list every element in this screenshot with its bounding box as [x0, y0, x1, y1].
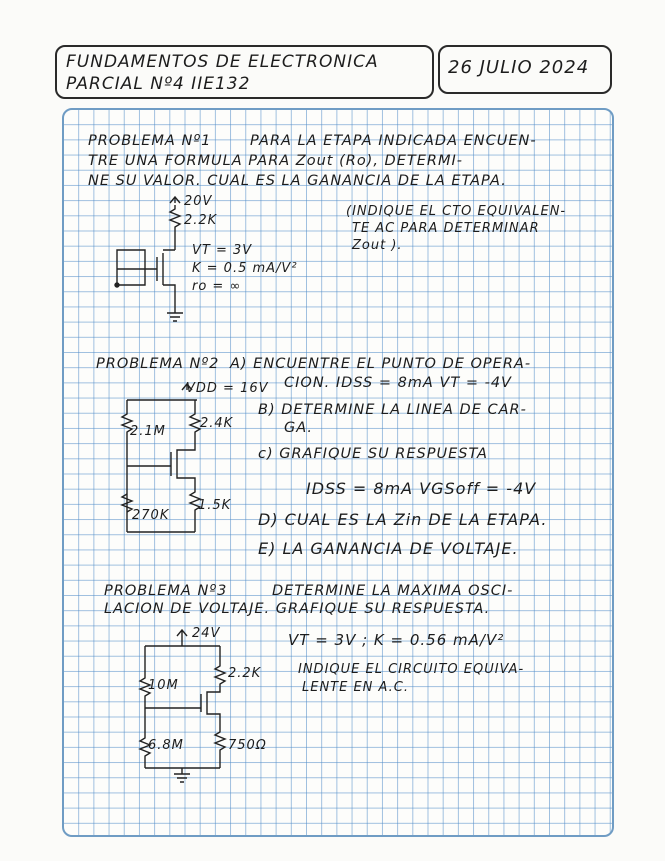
- problem1-note-line3: Zout ).: [352, 238, 403, 253]
- problem2-item-a2: CION. IDSS = 8mA VT = -4V: [284, 375, 512, 391]
- exam-date: 26 JULIO 2024: [448, 57, 590, 78]
- problem1-note-line1: (INDIQUE EL CTO EQUIVALEN-: [346, 204, 567, 219]
- problem2-item-a: A) ENCUENTRE EL PUNTO DE OPERA-: [230, 356, 532, 372]
- problem3-note-line1: INDIQUE EL CIRCUITO EQUIVA-: [298, 662, 525, 677]
- problem3-r-bottom-right: 750Ω: [228, 738, 267, 753]
- problem3-heading: PROBLEMA Nº3: [104, 583, 228, 599]
- problem1-k-label: K = 0.5 mA/V²: [192, 261, 298, 276]
- problem2-item-c: c) GRAFIQUE SU RESPUESTA: [258, 446, 488, 462]
- problem2-item-b2: GA.: [284, 420, 314, 436]
- problem3-line2: LACION DE VOLTAJE. GRAFIQUE SU RESPUESTA.: [104, 601, 491, 617]
- problem1-line2: TRE UNA FORMULA PARA Zout (Ro), DETERMI-: [88, 153, 464, 169]
- problem3-r-bottom-left: 6.8M: [148, 738, 184, 753]
- problem1-vt-label: VT = 3V: [192, 243, 253, 258]
- problem3-supply-label: 24V: [192, 626, 221, 641]
- problem1-line1: PARA LA ETAPA INDICADA ENCUEN-: [250, 133, 537, 149]
- problem3-line1: DETERMINE LA MAXIMA OSCI-: [272, 583, 514, 599]
- problem2-heading: PROBLEMA Nº2: [96, 356, 220, 372]
- problem3-note-line2: LENTE EN A.C.: [302, 680, 410, 695]
- problem2-idss: IDSS = 8mA VGSoff = -4V: [306, 479, 537, 498]
- problem2-r-bottom-left: 270K: [132, 508, 170, 523]
- problem2-circuit: [115, 382, 235, 542]
- problem1-resistor-label: 2.2K: [184, 213, 218, 228]
- problem2-r-top-left: 2.1M: [130, 424, 166, 439]
- problem2-item-e: E) LA GANANCIA DE VOLTAJE.: [258, 539, 519, 558]
- problem1-supply-label: 20V: [184, 194, 213, 209]
- problem3-r-top-left: 10M: [148, 678, 179, 693]
- problem2-item-b: B) DETERMINE LA LINEA DE CAR-: [258, 402, 527, 418]
- problem1-note-line2: TE AC PARA DETERMINAR: [352, 221, 540, 236]
- problem1-heading: PROBLEMA Nº1: [88, 133, 212, 149]
- problem3-r-top-right: 2.2K: [228, 666, 262, 681]
- problem2-r-top-right: 2.4K: [200, 416, 234, 431]
- problem1-line3: NE SU VALOR. CUAL ES LA GANANCIA DE LA ETAPA.: [88, 173, 507, 189]
- course-title: FUNDAMENTOS DE ELECTRONICA: [66, 52, 379, 72]
- exam-line: PARCIAL Nº4 IIE132: [66, 74, 251, 94]
- problem3-params: VT = 3V ; K = 0.56 mA/V²: [288, 631, 505, 649]
- problem2-item-d: D) CUAL ES LA Zin DE LA ETAPA.: [258, 510, 548, 529]
- problem2-supply-label: VDD = 16V: [186, 381, 269, 396]
- problem3-circuit: [135, 628, 245, 788]
- problem1-ro-label: ro = ∞: [192, 279, 242, 294]
- problem2-r-bottom-right: 1.5K: [198, 498, 232, 513]
